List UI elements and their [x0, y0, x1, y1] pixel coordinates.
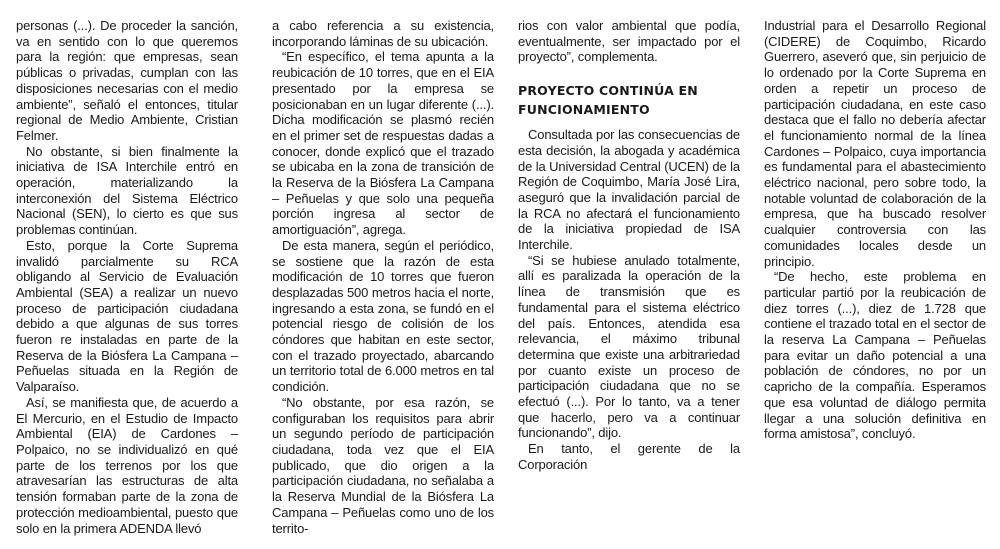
paragraph: rios con valor ambiental que podía, eventualmente, ser impactado por el proyecto”, complementa.	[518, 18, 740, 65]
paragraph: Industrial para el Desarrollo Regional (CIDERE) de Coquimbo, Ricardo Guerrero, aseveró que, sin perjuicio de lo ordenado por la Corte Suprema en orden a repetir un proceso de participación ciudadana, en este caso destaca que el fallo no debería afectar el funcionamiento normal de la línea Cardones – Polpaico, cuya importancia es fundamental para el abastecimiento eléctrico nacional, pero sobre todo, la notable voluntad de colaboración de la empresa, que ha buscado resolver cualquier controversia con las comunidades locales desde un principio.	[764, 18, 986, 269]
paragraph: “En específico, el tema apunta a la reubicación de 10 torres, que en el EIA presentado por la empresa se posicionaban en un lugar diferente (...). Dicha modificación se plasmó recién en el primer set de respuestas dadas a conocer, donde explicó que el trazado se ubicaba en la zona de transición de la Reserva de la Biósfera La Campana – Peñuelas y que solo una pequeña porción ingresa al sector de amortiguación”, agrega.	[272, 49, 494, 238]
paragraph: Así, se manifiesta que, de acuerdo a El Mercurio, en el Estudio de Impacto Ambiental (EIA) de Cardones – Polpaico, no se individualizó en qué parte de los terrenos por los que atravesarían las estructuras de alta tensión formaban parte de la zona de protección medioambiental, puesto que solo en la primera ADENDA llevó	[16, 394, 238, 536]
paragraph: a cabo referencia a su existencia, incorporando láminas de su ubicación.	[272, 18, 494, 49]
text-column-2	[272, 18, 494, 536]
paragraph: “De hecho, este problema en particular partió por la reubicación de diez torres (...), diez de 1.728 que contiene el trazado total en el sector de la reserva La Campana – Peñuelas para evitar un daño potencial a una población de cóndores, no por un capricho de la compañía. Esperamos que esa voluntad de diálogo permita llegar a una solución definitiva en forma amistosa”, concluyó.	[764, 269, 986, 442]
text-column-4	[764, 18, 986, 442]
text-column-3	[518, 18, 740, 473]
paragraph: “No obstante, por esa razón, se configuraban los requisitos para abrir un segundo período de participación ciudadana, toda vez que el EIA publicado, que dio origen a la participación ciudadana, no señalaba a la Reserva Mundial de la Biósfera La Campana – Peñuelas como uno de los territo-	[272, 394, 494, 536]
paragraph: “Si se hubiese anulado totalmente, allí es paralizada la operación de la línea de transmisión que es fundamental para el sistema eléctrico del país. Entonces, atendida esa relevancia, el máximo tribunal determina que existe una arbitrariedad por cuanto existe un proceso de participación ciudadana que no se efectuó (...). Por lo tanto, va a tener que hacerlo, pero va a continuar funcionando”, dijo.	[518, 252, 740, 441]
paragraph: En tanto, el gerente de la Corporación	[518, 441, 740, 472]
paragraph: personas (...). De proceder la sanción, va en sentido con lo que queremos para la región: que empresas, sean públicas o privadas, cumplan con las disposiciones necesarias con el medio ambiente”, señaló el entonces, titular regional de Medio Ambiente, Cristian Felmer.	[16, 18, 238, 143]
paragraph: De esta manera, según el periódico, se sostiene que la razón de esta modificación de 10 torres que fueron desplazadas 500 metros hacia el norte, ingresando a esta zona, se fundó en el potencial riesgo de colisión de los cóndores que habitan en este sector, con el trazado proyectado, abarcando un territorio total de 6.000 metros en tal condición.	[272, 237, 494, 395]
paragraph: Consultada por las consecuencias de esta decisión, la abogada y académica de la Universidad Central (UCEN) de la Región de Coquimbo, María José Lira, aseguró que la invalidación parcial de la RCA no afectará el funcionamiento de la iniciativa propiedad de ISA Interchile.	[518, 127, 740, 253]
paragraph: Esto, porque la Corte Suprema invalidó parcialmente su RCA obligando al Servicio de Evaluación Ambiental (SEA) a realizar un nuevo proceso de participación ciudadana debido a que algunas de sus torres fueron re instaladas en parte de la Reserva de la Biósfera La Campana – Peñuelas situada en la Región de Valparaíso.	[16, 237, 238, 395]
paragraph: No obstante, si bien finalmente la iniciativa de ISA Interchile entró en operación, materializando la interconexión del Sistema Eléctrico Nacional (SEN), lo cierto es que sus problemas continúan.	[16, 143, 238, 238]
text-column-1	[16, 18, 238, 536]
section-heading: PROYECTO CONTINÚA EN FUNCIONAMIENTO	[518, 83, 698, 118]
